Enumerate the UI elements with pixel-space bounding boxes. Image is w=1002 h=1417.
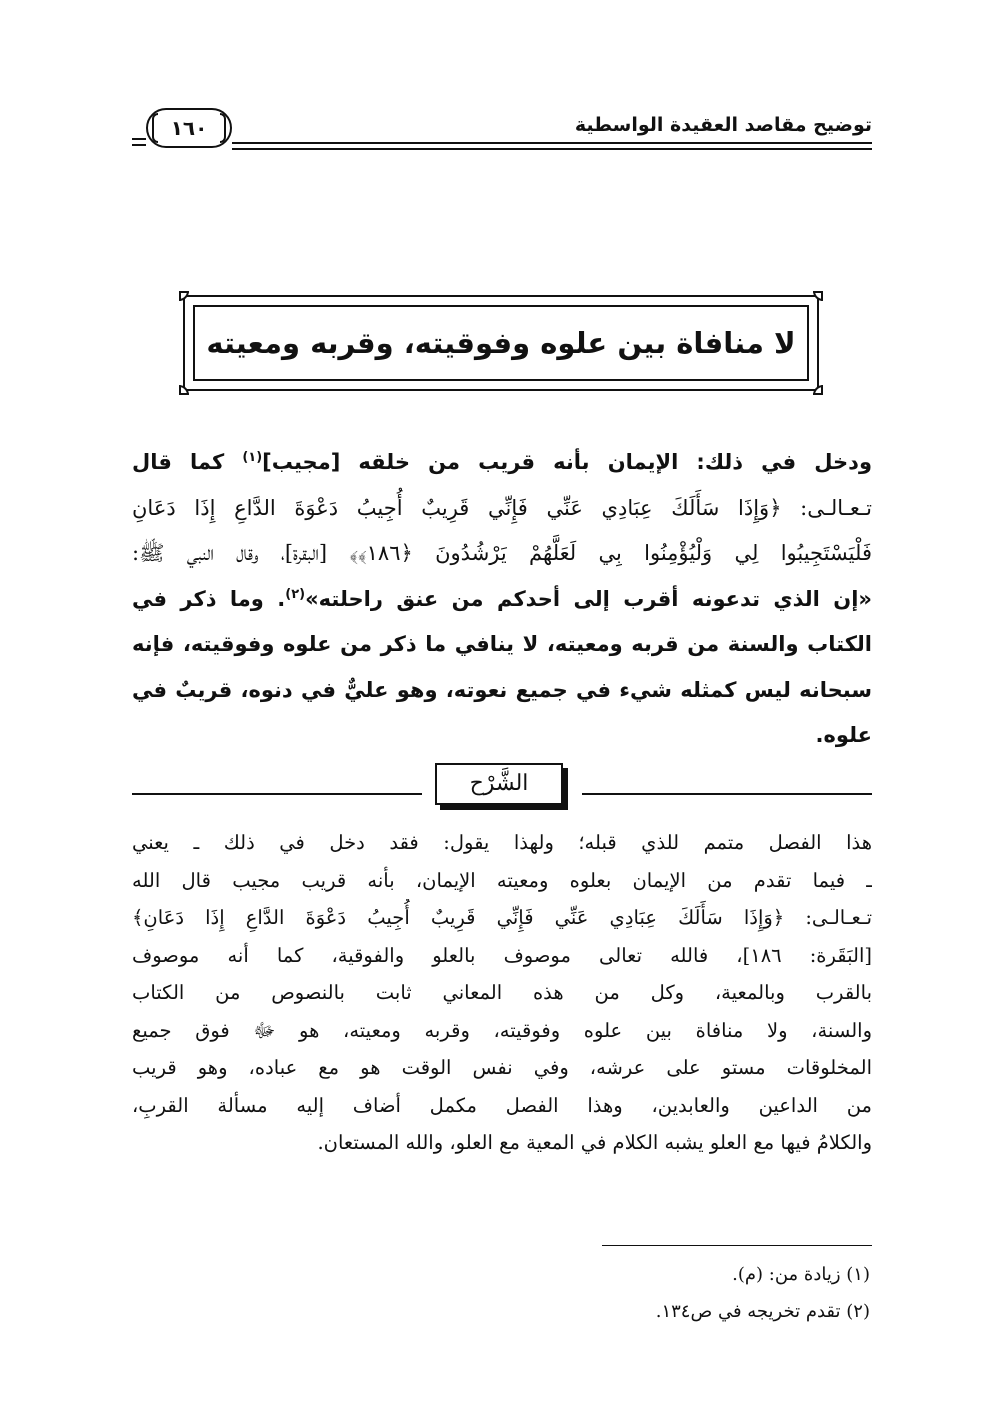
section-title-frame: [183, 295, 819, 391]
footnote-separator: [602, 1245, 872, 1246]
matn-line: الكتاب والسنة من قربه ومعيته، لا ينافي ما ذكر من علوه وفوقيته، فإنه: [132, 632, 872, 656]
header-rule: [232, 142, 872, 150]
matn-line: فَلْيَسْتَجِيبُوا لِي وَلْيُؤْمِنُوا بِي لَعَلَّهُمْ يَرْشُدُونَ ﴿١٨٦﴾﴾ [البقرة]، وقال النبي ﷺ:: [132, 541, 872, 565]
sharh-line: ـ فيما تقدم من الإيمان بعلوه ومعيته الإيمان، بأنه قريب مجيب قال الله: [132, 868, 872, 892]
footnotes: [130, 1256, 870, 1330]
footnote-item: (٢) تقدم تخريجه في ص١٣٤.: [655, 1301, 870, 1322]
frame-corner-ornament: [813, 385, 823, 395]
matn-paragraph: [132, 440, 872, 759]
matn-line-tail: . وما ذكر في: [132, 586, 286, 611]
matn-line: «إن الذي تدعونه أقرب إلى أحدكم من عنق راحلته»$^{(٢)}$. وما ذكر في: [132, 586, 872, 611]
footnote-ref: (٢): [285, 586, 306, 602]
sharh-heading: [132, 763, 872, 815]
heading-rule-right: [582, 793, 872, 795]
sharh-heading-label: الشَّرْح: [435, 763, 563, 805]
frame-corner-ornament: [813, 291, 823, 301]
sharh-line: تـعـالـى: ﴿وَإِذَا سَأَلَكَ عِبَادِي عَنِّي فَإِنِّي قَرِيبٌ أُجِيبُ دَعْوَةَ الدَّاعِ إِذَا دَعَانِ﴾: [132, 906, 872, 929]
matn-line: علوه.: [815, 723, 872, 747]
matn-line: تـعـالـى: ﴿وَإِذَا سَأَلَكَ عِبَادِي عَنِّي فَإِنِّي قَرِيبٌ أُجِيبُ دَعْوَةَ الدَّاعِ إِذَا دَعَانِ: [132, 495, 872, 520]
footnote-item: (١) زيادة من: (م).: [732, 1264, 870, 1285]
heading-rule-left: [132, 793, 422, 795]
sharh-line: هذا الفصل متمم للذي قبله؛ ولهذا يقول: فقد دخل في ذلك ـ يعني: [132, 831, 872, 854]
header-rule-left: [132, 138, 146, 146]
sharh-line: [البَقَرة: ١٨٦]، فالله تعالى موصوف بالعلو والفوقية، كما أنه موصوف: [132, 943, 872, 967]
sharh-paragraph: [132, 824, 872, 1162]
page-number: ١٦٠: [146, 108, 232, 148]
matn-line-tail: كما قال: [132, 450, 225, 474]
frame-corner-ornament: [179, 291, 189, 301]
matn-line: سبحانه ليس كمثله شيء في جميع نعوته، وهو عليٌّ في دنوه، قريبٌ في: [132, 677, 872, 702]
section-title: لا منافاة بين علوه وفوقيته، وقربه ومعيته: [193, 305, 809, 381]
sharh-line: المخلوقات مستو على عرشه، وفي نفس الوقت هو مع عباده، وهو قريب: [132, 1056, 872, 1079]
matn-line: ودخل في ذلك: الإيمان بأنه قريب من خلقه [مجيب]$^{(١)}$ كما قال: [132, 450, 872, 474]
footnote-ref: (١): [242, 450, 263, 465]
book-title: توضيح مقاصد العقيدة الواسطية: [574, 114, 872, 136]
running-header: [132, 108, 872, 158]
sharh-line: بالقرب وبالمعية، وكل من هذه المعاني ثابت بالنصوص من الكتاب: [132, 981, 872, 1004]
frame-corner-ornament: [179, 385, 189, 395]
sharh-line: والسنة، ولا منافاة بين علوه وفوقيته، وقربه ومعيته، هو ﷻ فوق جميع: [132, 1018, 872, 1042]
sharh-line: والكلامُ فيها مع العلو يشبه الكلام في المعية مع العلو، والله المستعان.: [317, 1131, 872, 1154]
sharh-line: من الداعين والعابدين، وهذا الفصل مكمل أضاف إليه مسألة القربِ،: [132, 1093, 872, 1117]
